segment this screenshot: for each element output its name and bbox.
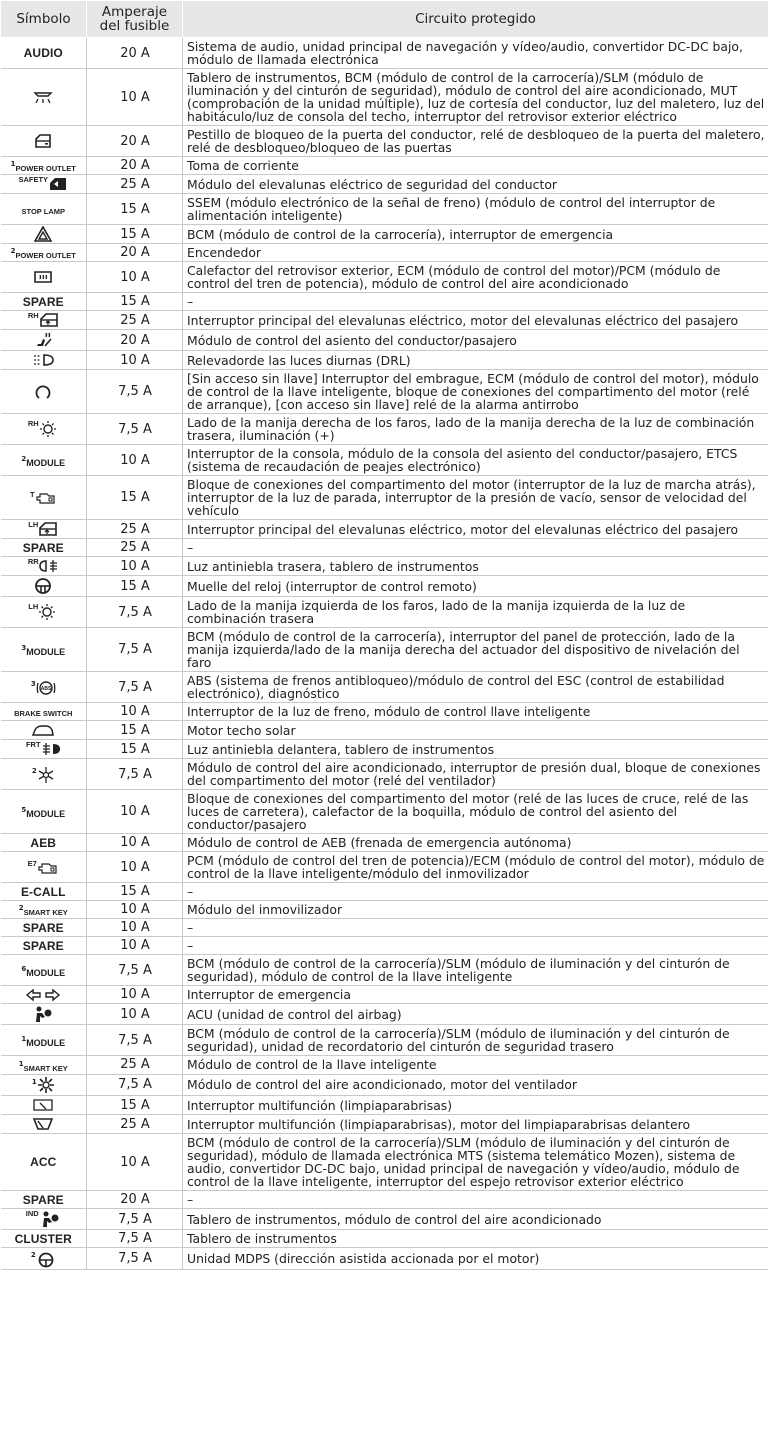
fuse-amperage: 7,5 A xyxy=(87,1230,183,1248)
table-row xyxy=(1,937,768,955)
fuse-symbol-prefix: FRT xyxy=(25,740,41,750)
fuse-symbol-cell xyxy=(1,721,87,740)
fuse-symbol-label: POWER OUTLET xyxy=(15,251,76,261)
fuse-amperage: 20 A xyxy=(87,126,183,157)
abs-icon xyxy=(36,679,56,697)
fuse-amperage: 7,5 A xyxy=(87,1248,183,1270)
table-row xyxy=(1,852,768,883)
table-row xyxy=(1,311,768,330)
engine-icon xyxy=(35,491,57,505)
fuse-circuit: Unidad MDPS (dirección asistida accionada por el motor) xyxy=(183,1248,768,1270)
fuse-amperage: 15 A xyxy=(87,740,183,759)
table-row xyxy=(1,175,768,194)
fuse-symbol-cell xyxy=(1,852,87,883)
fuse-symbol-cell xyxy=(1,597,87,628)
fuse-symbol-cell: $^5$MODULE xyxy=(1,790,87,834)
fuse-circuit: Módulo del inmovilizador xyxy=(183,901,768,919)
table-row xyxy=(1,539,768,557)
fuse-circuit: Motor techo solar xyxy=(183,721,768,740)
fuse-symbol-cell xyxy=(1,476,87,520)
fuse-circuit: Módulo de control del aire acondicionado, interruptor de presión dual, bloque de conexiones del compartimento del motor (relé del ventilador) xyxy=(183,759,768,790)
table-row xyxy=(1,986,768,1004)
fuse-amperage: 15 A xyxy=(87,476,183,520)
fuse-circuit: Interruptor de la luz de freno, módulo de control llave inteligente xyxy=(183,703,768,721)
table-row xyxy=(1,1115,768,1134)
fuse-circuit: BCM (módulo de control de la carrocería), interruptor de emergencia xyxy=(183,225,768,244)
fuse-amperage: 7,5 A xyxy=(87,597,183,628)
rear-defrost-icon xyxy=(32,269,54,285)
engine-icon xyxy=(37,861,59,875)
fuse-symbol-cell xyxy=(1,1004,87,1025)
table-row xyxy=(1,157,768,175)
table-row xyxy=(1,293,768,311)
table-row xyxy=(1,1134,768,1191)
table-row xyxy=(1,1004,768,1025)
fuse-symbol-cell xyxy=(1,557,87,576)
fuse-circuit: Tablero de instrumentos, módulo de control del aire acondicionado xyxy=(183,1209,768,1230)
fuse-circuit: Calefactor del retrovisor exterior, ECM (módulo de control del motor)/PCM (módulo de control del tren de potencia), módulo de control del aire acondicionado xyxy=(183,262,768,293)
table-row xyxy=(1,520,768,539)
fuse-amperage: 7,5 A xyxy=(87,414,183,445)
fuse-symbol-label: SPARE xyxy=(22,540,64,555)
fuse-amperage: 7,5 A xyxy=(87,955,183,986)
front-fog-icon xyxy=(41,741,61,757)
airbag-icon xyxy=(39,1210,61,1228)
fuse-amperage: 20 A xyxy=(87,244,183,262)
table-row xyxy=(1,901,768,919)
fuse-symbol-cell xyxy=(1,1096,87,1115)
fuse-amperage: 10 A xyxy=(87,834,183,852)
table-row xyxy=(1,740,768,759)
window-icon xyxy=(39,312,59,328)
fuse-symbol-label: MODULE xyxy=(26,967,66,978)
fuse-amperage: 20 A xyxy=(87,38,183,69)
fuse-amperage: 10 A xyxy=(87,937,183,955)
fuse-circuit: Muelle del reloj (interruptor de control remoto) xyxy=(183,576,768,597)
fuse-symbol-prefix: LH xyxy=(28,602,39,612)
fuse-symbol-cell: $^1$MODULE xyxy=(1,1025,87,1056)
fuse-circuit: BCM (módulo de control de la carrocería)/SLM (módulo de iluminación y del cinturón de seguridad), módulo de control de la llave inteligente xyxy=(183,955,768,986)
fuse-symbol-cell xyxy=(1,1230,87,1248)
table-row xyxy=(1,919,768,937)
seat-heater-icon xyxy=(33,331,53,349)
fuse-amperage: 10 A xyxy=(87,351,183,370)
fuse-symbol-cell xyxy=(1,1191,87,1209)
sunroof-icon xyxy=(31,722,55,738)
fuse-amperage: 15 A xyxy=(87,576,183,597)
rear-fog-icon xyxy=(39,558,59,574)
fuse-amperage: 20 A xyxy=(87,330,183,351)
fuse-amperage: 15 A xyxy=(87,293,183,311)
table-row xyxy=(1,194,768,225)
table-row xyxy=(1,1209,768,1230)
fuse-symbol-label: SPARE xyxy=(22,920,64,935)
fuse-symbol-label: MODULE xyxy=(26,647,66,658)
fuse-amperage: 7,5 A xyxy=(87,1074,183,1096)
fuse-circuit: Interruptor multifunción (limpiaparabrisas), motor del limpiaparabrisas delantero xyxy=(183,1115,768,1134)
fuse-symbol-cell xyxy=(1,38,87,69)
fuse-circuit: Tablero de instrumentos, BCM (módulo de control de la carrocería)/SLM (módulo de iluminación y del cinturón de seguridad), módulo de control del aire acondicionado, MUT (comprobación de la unidad múltiple), luz de cortesía del conductor, luz del maletero, luz del habitáculo/luz de consola del techo, interruptor del retrovisor exterior eléctrico xyxy=(183,69,768,126)
fuse-symbol-label: MODULE xyxy=(26,809,66,820)
fuse-amperage: 15 A xyxy=(87,194,183,225)
table-row xyxy=(1,244,768,262)
fuse-circuit: Módulo de control del asiento del conductor/pasajero xyxy=(183,330,768,351)
fuse-amperage: 15 A xyxy=(87,721,183,740)
fuse-amperage: 7,5 A xyxy=(87,1025,183,1056)
fuse-symbol-cell: $^2$SMART KEY xyxy=(1,901,87,919)
fuse-amperage: 10 A xyxy=(87,557,183,576)
fuse-symbol-cell xyxy=(1,414,87,445)
fuse-symbol-label: SPARE xyxy=(22,938,64,953)
fuse-amperage: 10 A xyxy=(87,986,183,1004)
lamp-icon xyxy=(39,420,59,438)
fuse-amperage: 25 A xyxy=(87,311,183,330)
fuse-circuit: Bloque de conexiones del compartimento del motor (interruptor de la luz de marcha atrás), interruptor de la luz de parada, interruptor de la presión de vacío, sensor de velocidad del vehículo xyxy=(183,476,768,520)
fuse-circuit: Interruptor de emergencia xyxy=(183,986,768,1004)
fuse-circuit: Pestillo de bloqueo de la puerta del conductor, relé de desbloqueo de la puerta del maletero, relé de desbloqueo/bloqueo de las puertas xyxy=(183,126,768,157)
rear-wiper-icon xyxy=(32,1097,54,1113)
fuse-circuit: [Sin acceso sin llave] Interruptor del embrague, ECM (módulo de control del motor), módulo de control de la llave inteligente, bloque de conexiones del compartimento del motor (relé de arranque), [con acceso sin llave] relé de la alarma antirrobo xyxy=(183,370,768,414)
fuse-symbol-cell xyxy=(1,919,87,937)
fuse-symbol-cell xyxy=(1,703,87,721)
fuse-symbol-label: AUDIO xyxy=(23,46,63,60)
fuse-symbol-cell xyxy=(1,520,87,539)
fuse-symbol-label: SPARE xyxy=(22,294,64,309)
table-row xyxy=(1,69,768,126)
fuse-circuit: PCM (módulo de control del tren de potencia)/ECM (módulo de control del motor), módulo de control de la llave inteligente/módulo del inmovilizador xyxy=(183,852,768,883)
fuse-symbol-label: CLUSTER xyxy=(14,1231,72,1246)
door-lock-icon xyxy=(34,133,52,149)
table-row xyxy=(1,445,768,476)
fuse-circuit: Interruptor de la consola, módulo de la consola del asiento del conductor/pasajero, ETCS (sistema de recaudación de peajes electrónico) xyxy=(183,445,768,476)
room-lamp-icon xyxy=(32,89,54,105)
table-row xyxy=(1,790,768,834)
window-safety-icon xyxy=(48,176,68,192)
fuse-circuit: Relevadorde las luces diurnas (DRL) xyxy=(183,351,768,370)
fuse-symbol-cell xyxy=(1,986,87,1004)
table-row xyxy=(1,1230,768,1248)
fuse-symbol-cell: $^2$POWER OUTLET xyxy=(1,244,87,262)
table-row xyxy=(1,1056,768,1074)
fuse-circuit: Toma de corriente xyxy=(183,157,768,175)
fuse-amperage: 20 A xyxy=(87,157,183,175)
fuse-symbol-prefix: SAFETY xyxy=(18,175,49,185)
fuse-symbol-prefix: E7 xyxy=(27,859,37,868)
fuse-symbol-label: BRAKE SWITCH xyxy=(14,709,73,719)
fuse-amperage: 10 A xyxy=(87,445,183,476)
ignition-icon xyxy=(34,383,52,401)
fuse-amperage: 7,5 A xyxy=(87,628,183,672)
fuse-symbol-label: SPARE xyxy=(22,1192,64,1207)
fuse-amperage: 15 A xyxy=(87,883,183,901)
lamp-icon xyxy=(38,603,58,621)
ac-icon xyxy=(37,766,55,784)
fuse-symbol-label: AEB xyxy=(30,835,57,850)
table-row xyxy=(1,38,768,69)
table-row xyxy=(1,370,768,414)
table-row xyxy=(1,1248,768,1270)
fuse-amperage: 10 A xyxy=(87,703,183,721)
fuse-amperage: 10 A xyxy=(87,919,183,937)
fuse-circuit: – xyxy=(183,883,768,901)
table-row xyxy=(1,703,768,721)
fuse-symbol-cell: $^3$ ABS xyxy=(1,672,87,703)
table-row xyxy=(1,834,768,852)
fuse-circuit: – xyxy=(183,293,768,311)
fuse-symbol-cell xyxy=(1,370,87,414)
table-row xyxy=(1,576,768,597)
fuse-amperage: 10 A xyxy=(87,790,183,834)
fuse-symbol-prefix: RH xyxy=(27,419,39,429)
fuse-circuit: Luz antiniebla trasera, tablero de instrumentos xyxy=(183,557,768,576)
fuse-symbol-cell: $^3$MODULE xyxy=(1,628,87,672)
steering-icon xyxy=(36,1250,56,1268)
fuse-circuit: Módulo de control del aire acondicionado, motor del ventilador xyxy=(183,1074,768,1096)
table-header-row xyxy=(1,1,768,38)
table-row xyxy=(1,955,768,986)
table-row xyxy=(1,330,768,351)
fuse-amperage: 10 A xyxy=(87,69,183,126)
fuse-circuit: Tablero de instrumentos xyxy=(183,1230,768,1248)
fuse-symbol-prefix: IND xyxy=(25,1209,39,1219)
fuse-symbol-label: MODULE xyxy=(26,457,66,468)
fuse-amperage: 7,5 A xyxy=(87,672,183,703)
fuse-circuit: Módulo del elevalunas eléctrico de seguridad del conductor xyxy=(183,175,768,194)
blower-icon xyxy=(37,1076,55,1094)
fuse-amperage: 10 A xyxy=(87,901,183,919)
table-row xyxy=(1,628,768,672)
fuse-symbol-cell: $^1$SMART KEY xyxy=(1,1056,87,1074)
fuse-circuit: Interruptor principal del elevalunas eléctrico, motor del elevalunas eléctrico del pasajero xyxy=(183,311,768,330)
fuse-amperage: 25 A xyxy=(87,1056,183,1074)
table-row xyxy=(1,1191,768,1209)
fuse-circuit: BCM (módulo de control de la carrocería)/SLM (módulo de iluminación y del cinturón de seguridad), unidad de recordatorio del cinturón de seguridad trasero xyxy=(183,1025,768,1056)
fuse-symbol-cell xyxy=(1,834,87,852)
fuse-symbol-label: ACC xyxy=(30,1155,57,1170)
fuse-symbol-label: POWER OUTLET xyxy=(15,164,76,174)
fuse-symbol-label: MODULE xyxy=(26,1037,66,1048)
window-icon xyxy=(38,521,58,537)
fuse-circuit: Interruptor principal del elevalunas eléctrico, motor del elevalunas eléctrico del pasajero xyxy=(183,520,768,539)
fuse-amperage: 15 A xyxy=(87,225,183,244)
table-row xyxy=(1,225,768,244)
svg-text:ABS: ABS xyxy=(40,685,51,692)
fuse-amperage: 10 A xyxy=(87,1134,183,1191)
fuse-circuit: Lado de la manija izquierda de los faros, lado de la manija izquierda de la luz de combinación trasera xyxy=(183,597,768,628)
fuse-symbol-cell xyxy=(1,311,87,330)
fuse-amperage: 10 A xyxy=(87,852,183,883)
fuse-symbol-cell xyxy=(1,69,87,126)
fuse-circuit: Encendedor xyxy=(183,244,768,262)
airbag-icon xyxy=(32,1005,54,1023)
header-amperage: Amperaje del fusible xyxy=(87,1,183,38)
fuse-symbol-cell xyxy=(1,351,87,370)
fuse-symbol-prefix: RR xyxy=(27,557,39,567)
hazard-icon xyxy=(34,226,52,242)
turn-signal-icon xyxy=(25,988,61,1002)
fuse-circuit: BCM (módulo de control de la carrocería), interruptor del panel de protección, lado de la manija izquierda/lado de la manija derecha del actuador del dispositivo de nivelación del faro xyxy=(183,628,768,672)
clock-spring-icon xyxy=(33,577,53,595)
fuse-symbol-cell xyxy=(1,293,87,311)
fuse-circuit: – xyxy=(183,1191,768,1209)
table-row xyxy=(1,883,768,901)
table-row xyxy=(1,1074,768,1096)
fuse-symbol-cell xyxy=(1,539,87,557)
fuse-circuit: SSEM (módulo electrónico de la señal de freno) (módulo de control del interruptor de alimentación inteligente) xyxy=(183,194,768,225)
fuse-symbol-cell: 2 xyxy=(1,759,87,790)
fuse-amperage: 7,5 A xyxy=(87,759,183,790)
table-row xyxy=(1,721,768,740)
fuse-amperage: 7,5 A xyxy=(87,370,183,414)
fuse-amperage: 15 A xyxy=(87,1096,183,1115)
fuse-amperage: 10 A xyxy=(87,1004,183,1025)
fuse-circuit: – xyxy=(183,919,768,937)
table-row xyxy=(1,476,768,520)
table-row xyxy=(1,1025,768,1056)
fuse-symbol-prefix: T xyxy=(29,489,35,499)
fuse-symbol-prefix: LH xyxy=(28,520,39,530)
table-row xyxy=(1,759,768,790)
fuse-symbol-label: STOP LAMP xyxy=(21,206,65,216)
fuse-symbol-label: E-CALL xyxy=(20,884,66,899)
fuse-symbol-cell xyxy=(1,1209,87,1230)
fuse-circuit: ABS (sistema de frenos antibloqueo)/módulo de control del ESC (control de estabilidad electrónico), diagnóstico xyxy=(183,672,768,703)
table-row xyxy=(1,262,768,293)
fuse-symbol-cell: 2 xyxy=(1,1248,87,1270)
fuse-symbol-cell xyxy=(1,330,87,351)
fuse-symbol-cell: $^6$MODULE xyxy=(1,955,87,986)
fuse-circuit: Lado de la manija derecha de los faros, lado de la manija derecha de la luz de combinación trasera, iluminación (+) xyxy=(183,414,768,445)
fuse-symbol-cell: $^2$MODULE xyxy=(1,445,87,476)
fuse-amperage: 20 A xyxy=(87,1191,183,1209)
fuse-amperage: 25 A xyxy=(87,1115,183,1134)
fuse-amperage: 25 A xyxy=(87,539,183,557)
table-row xyxy=(1,1096,768,1115)
fuse-symbol-cell xyxy=(1,1134,87,1191)
fuse-circuit: Bloque de conexiones del compartimento del motor (relé de las luces de cruce, relé de las luces de carretera), calefactor de la boquilla, módulo de control del asiento del conductor/pasajero xyxy=(183,790,768,834)
fuse-symbol-label: SMART KEY xyxy=(23,1063,68,1073)
fuse-circuit: Interruptor multifunción (limpiaparabrisas) xyxy=(183,1096,768,1115)
fuse-circuit: Sistema de audio, unidad principal de navegación y vídeo/audio, convertidor DC-DC bajo, módulo de llamada electrónica xyxy=(183,38,768,69)
fuse-symbol-cell: $^1$POWER OUTLET xyxy=(1,157,87,175)
fuse-amperage: 25 A xyxy=(87,175,183,194)
fuse-amperage: 25 A xyxy=(87,520,183,539)
header-symbol: Símbolo xyxy=(1,1,87,38)
fuse-amperage: 10 A xyxy=(87,262,183,293)
fuse-symbol-cell xyxy=(1,225,87,244)
table-row xyxy=(1,597,768,628)
fuse-symbol-cell xyxy=(1,175,87,194)
fuse-symbol-prefix: RH xyxy=(27,311,39,321)
fuse-symbol-cell: 1 xyxy=(1,1074,87,1096)
fuse-symbol-cell xyxy=(1,576,87,597)
table-row xyxy=(1,672,768,703)
fuse-symbol-cell xyxy=(1,194,87,225)
table-row xyxy=(1,351,768,370)
fuse-symbol-cell xyxy=(1,937,87,955)
fuse-circuit: – xyxy=(183,937,768,955)
fuse-symbol-cell xyxy=(1,262,87,293)
fuse-circuit: BCM (módulo de control de la carrocería)/SLM (módulo de iluminación y del cinturón de seguridad), módulo de llamada electrónica MTS (sistema telemático Mozen), sistema de audio, convertidor DC-DC bajo, unidad principal de navegación y vídeo/audio, módulo de control de la llave inteligente, interruptor del espejo retrovisor exterior eléctrico xyxy=(183,1134,768,1191)
front-wiper-icon xyxy=(32,1116,54,1132)
fuse-symbol-cell xyxy=(1,126,87,157)
drl-icon xyxy=(31,352,55,368)
table-row xyxy=(1,414,768,445)
fuse-circuit: Módulo de control de la llave inteligente xyxy=(183,1056,768,1074)
fuse-symbol-cell xyxy=(1,1115,87,1134)
fuse-circuit: Luz antiniebla delantera, tablero de instrumentos xyxy=(183,740,768,759)
fuse-symbol-cell xyxy=(1,883,87,901)
fuse-circuit: – xyxy=(183,539,768,557)
table-row xyxy=(1,126,768,157)
header-circuit: Circuito protegido xyxy=(183,1,768,38)
fuse-circuit: Módulo de control de AEB (frenada de emergencia autónoma) xyxy=(183,834,768,852)
fuse-symbol-cell xyxy=(1,740,87,759)
fuse-amperage: 7,5 A xyxy=(87,1209,183,1230)
fuse-symbol-label: SMART KEY xyxy=(23,908,68,918)
table-row xyxy=(1,557,768,576)
fuse-circuit: ACU (unidad de control del airbag) xyxy=(183,1004,768,1025)
